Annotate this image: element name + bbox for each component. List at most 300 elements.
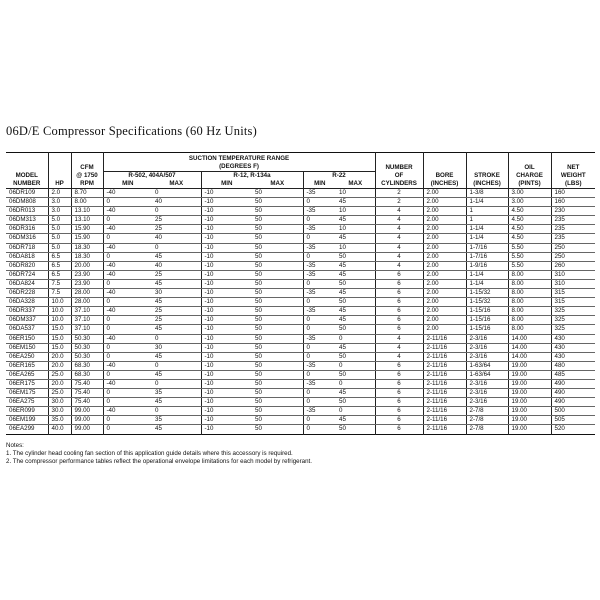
cell-r502-min: 0: [103, 370, 152, 379]
cell-stroke: 2-3/16: [466, 389, 508, 398]
cell-r22-max: 0: [336, 379, 375, 388]
cell-r502-max: 45: [152, 298, 201, 307]
cell-model: 06DM313: [6, 216, 48, 225]
cell-r12-min: -10: [201, 207, 252, 216]
cell-cylinders: 4: [375, 252, 423, 261]
cfm-header: CFM @ 1750 RPM: [71, 153, 103, 189]
cell-model: 06DR013: [6, 207, 48, 216]
cell-hp: 2.0: [48, 189, 71, 198]
cell-r502-min: -40: [103, 407, 152, 416]
cell-hp: 3.0: [48, 207, 71, 216]
cell-oil-charge: 8.00: [508, 289, 551, 298]
cell-model: 06DR228: [6, 289, 48, 298]
cell-r502-max: 30: [152, 289, 201, 298]
cell-r22-min: -35: [303, 361, 336, 370]
cell-oil-charge: 5.50: [508, 261, 551, 270]
cell-r502-max: 0: [152, 207, 201, 216]
cell-r22-min: 0: [306, 425, 310, 433]
cell-net-weight: 250: [551, 252, 595, 261]
cell-oil-charge: 8.00: [508, 316, 551, 325]
cell-r12-max: 50: [252, 370, 303, 379]
table-row: [6, 298, 595, 307]
cell-r502-max: 25: [152, 316, 201, 325]
cell-r502-min: 0: [103, 416, 152, 425]
table-row: [6, 352, 595, 361]
cell-r12-min: -10: [201, 270, 252, 279]
cell-hp: 3.0: [48, 198, 71, 207]
cell-r502-max: 35: [152, 416, 201, 425]
table-row: [6, 289, 595, 298]
cell-r12-max: 50: [252, 225, 303, 234]
cell-oil-charge: 3.00: [508, 198, 551, 207]
cell-r22-max: 45: [336, 198, 375, 207]
cell-r12-min: -10: [201, 261, 252, 270]
cell-r22-max: 10: [336, 189, 375, 198]
cell-hp: 25.0: [48, 370, 71, 379]
cell-cfm: 75.40: [71, 389, 103, 398]
cell-oil-charge: 14.00: [508, 343, 551, 352]
cell-cylinders: 4: [375, 225, 423, 234]
cell-cfm: 99.00: [71, 425, 103, 434]
cell-r12-min: -10: [201, 216, 252, 225]
cell-cylinders: 6: [375, 370, 423, 379]
cell-oil-charge: 19.00: [508, 425, 551, 434]
cell-r502-min: -40: [103, 243, 152, 252]
cell-cylinders: 2: [375, 189, 423, 198]
min-header: MIN: [103, 180, 152, 189]
bore-header: BORE (INCHES): [423, 153, 466, 189]
cell-cfm: 18.30: [71, 243, 103, 252]
table-body: [6, 189, 595, 435]
cell-r12-min: -10: [201, 334, 252, 343]
cell-stroke: 2-3/16: [466, 352, 508, 361]
cell-r22-min: 0: [303, 234, 336, 243]
cell-cylinders: 4: [375, 334, 423, 343]
cell-r22-min: 0: [303, 370, 336, 379]
cell-r502-min: 0: [103, 216, 152, 225]
cell-cylinders: 6: [375, 379, 423, 388]
cell-model: 06DM808: [6, 198, 48, 207]
cell-cfm: 37.10: [71, 307, 103, 316]
cell-net-weight: 315: [551, 289, 595, 298]
cell-cfm: 50.30: [71, 334, 103, 343]
cell-hp: 15.0: [48, 325, 71, 334]
cell-bore: 2-11/16: [423, 343, 466, 352]
cell-r502-max: 0: [152, 407, 201, 416]
cell-stroke: 1-1/4: [466, 225, 508, 234]
table-row: [6, 270, 595, 279]
cell-cfm: 68.30: [71, 370, 103, 379]
cell-bore: 2-11/16: [423, 379, 466, 388]
cell-stroke: 1-15/16: [466, 307, 508, 316]
cell-r22-max: 10: [336, 243, 375, 252]
cell-oil-charge: 4.50: [508, 216, 551, 225]
cell-net-weight: 490: [551, 379, 595, 388]
cell-bore: 2.00: [423, 225, 466, 234]
table-header: [6, 153, 595, 189]
cell-r12-min: -10: [201, 189, 252, 198]
cell-r12-max: 50: [252, 279, 303, 288]
cell-r502-max: 45: [152, 398, 201, 407]
cell-r502-max: 0: [152, 334, 201, 343]
cell-bore: 2.00: [423, 234, 466, 243]
cell-r502-min: 0: [103, 398, 152, 407]
cell-net-weight: 430: [551, 352, 595, 361]
cell-cfm: 8.00: [71, 198, 103, 207]
table-row: [6, 425, 595, 434]
cell-cfm: 18.30: [71, 252, 103, 261]
cell-hp: 40.0: [48, 425, 71, 434]
cell-r22-max: 45: [336, 234, 375, 243]
table-row: [6, 398, 595, 407]
cell-cfm: 37.10: [71, 316, 103, 325]
cell-r502-max: 25: [152, 307, 201, 316]
cell-r22-max: 0: [336, 334, 375, 343]
cell-hp: 15.0: [48, 343, 71, 352]
cell-hp: 15.0: [48, 334, 71, 343]
cell-cylinders: 4: [375, 343, 423, 352]
cell-r22-min: 0: [303, 389, 336, 398]
cell-r22-min: 0: [303, 279, 336, 288]
cell-net-weight: 310: [551, 270, 595, 279]
cell-stroke: 2-7/8: [466, 416, 508, 425]
cell-cfm: 15.90: [71, 225, 103, 234]
cell-bore: 2.00: [423, 207, 466, 216]
cell-r22-max: 45: [336, 270, 375, 279]
cell-r12-max: 50: [252, 379, 303, 388]
cell-net-weight: 430: [551, 334, 595, 343]
cell-stroke: 2-7/8: [466, 407, 508, 416]
cell-r12-max: 50: [252, 234, 303, 243]
cell-bore: 2-11/16: [423, 398, 466, 407]
cell-hp: 5.0: [48, 225, 71, 234]
suction-range-header: SUCTION TEMPERATURE RANGE (DEGREES F): [103, 153, 375, 172]
cell-r12-min: -10: [201, 289, 252, 298]
cell-r22-min: 0: [303, 352, 336, 361]
cell-model: 06EA265: [6, 370, 48, 379]
cell-cylinders: 6: [375, 289, 423, 298]
cell-net-weight: 520: [554, 425, 565, 433]
cell-r22-min: 0: [303, 316, 336, 325]
cell-stroke: 2-3/16: [466, 334, 508, 343]
cell-r22-min: -35: [303, 207, 336, 216]
cell-cylinders: 6: [375, 270, 423, 279]
cell-r22-max: 50: [336, 298, 375, 307]
cell-net-weight: 325: [551, 325, 595, 334]
cell-r22-max: 50: [336, 325, 375, 334]
r22-header: R-22: [303, 172, 375, 181]
cell-r502-max: 0: [152, 189, 201, 198]
cell-r12-min: -10: [201, 343, 252, 352]
cell-r502-min: -40: [103, 225, 152, 234]
cell-cylinders: 6: [375, 398, 423, 407]
table-row: [6, 252, 595, 261]
cell-r12-max: 50: [252, 289, 303, 298]
cell-hp: 7.5: [48, 279, 71, 288]
cell-r22-max: 50: [336, 370, 375, 379]
cell-model: 06EM175: [6, 389, 48, 398]
stroke-header: STROKE (INCHES): [466, 153, 508, 189]
cell-oil-charge: 4.50: [508, 234, 551, 243]
cell-hp: 20.0: [48, 379, 71, 388]
cell-cylinders: 4: [375, 207, 423, 216]
cell-hp: 20.0: [48, 361, 71, 370]
cell-r12-max: 50: [252, 243, 303, 252]
notes-heading: Notes:: [6, 442, 24, 449]
max-header: MAX: [336, 180, 375, 189]
cell-model: 06DM316: [6, 234, 48, 243]
cell-oil-charge: 19.00: [508, 398, 551, 407]
cell-bore: 2.00: [423, 261, 466, 270]
cell-r22-max: 45: [336, 289, 375, 298]
cell-bore: 2.00: [423, 252, 466, 261]
cell-bore: 2-11/16: [423, 361, 466, 370]
cell-net-weight: 485: [551, 370, 595, 379]
cell-model: 06DA818: [6, 252, 48, 261]
cell-cylinders: 6: [375, 307, 423, 316]
cell-r22-min: -35: [303, 189, 336, 198]
cell-bore: 2.00: [423, 298, 466, 307]
cell-cylinders: 2: [375, 198, 423, 207]
cell-r12-max: 50: [252, 361, 303, 370]
cell-net-weight: 250: [551, 243, 595, 252]
table-row: [6, 407, 595, 416]
cell-cfm: 75.40: [71, 379, 103, 388]
cell-oil-charge: 19.00: [508, 361, 551, 370]
cell-bore: 2.00: [423, 316, 466, 325]
cell-hp: 30.0: [48, 398, 71, 407]
cell-model: 06EA275: [6, 398, 48, 407]
cell-cylinders: 6: [375, 416, 423, 425]
cell-net-weight: 310: [551, 279, 595, 288]
cell-bore: 2.00: [423, 243, 466, 252]
cell-r502-max: 25: [152, 270, 201, 279]
cell-net-weight: 325: [551, 316, 595, 325]
cell-net-weight: 315: [551, 298, 595, 307]
cell-model: 06DA537: [6, 325, 48, 334]
cell-r12-min: -10: [201, 316, 252, 325]
cell-r12-max: 50: [252, 416, 303, 425]
cell-hp: 7.5: [48, 289, 71, 298]
cell-hp: 10.0: [48, 316, 71, 325]
cell-hp: 6.5: [48, 252, 71, 261]
cell-stroke: 1-3/8: [466, 189, 508, 198]
cell-r22-max: 50: [336, 352, 375, 361]
cell-r502-min: 0: [103, 198, 152, 207]
cell-net-weight: 235: [551, 225, 595, 234]
cell-r22-min: -35: [303, 261, 336, 270]
cell-net-weight: 500: [551, 407, 595, 416]
r502-header: R-502, 404A/507: [103, 172, 201, 181]
cell-bore: 2-11/16: [423, 334, 466, 343]
cell-net-weight: 160: [551, 198, 595, 207]
table-row: [6, 334, 595, 343]
cell-r12-max: 50: [252, 298, 303, 307]
cell-r12-max: 50: [252, 270, 303, 279]
cell-cylinders: 6: [375, 361, 423, 370]
cell-bore: 2-11/16: [423, 416, 466, 425]
table-row: [6, 216, 595, 225]
cell-r22-max: 45: [336, 389, 375, 398]
cell-r502-min: -40: [103, 289, 152, 298]
cell-r22-min: 0: [303, 198, 336, 207]
cell-r22-min: 0: [303, 343, 336, 352]
cell-r502-min: -40: [103, 307, 152, 316]
cell-r12-max: 50: [252, 316, 303, 325]
cell-model: 06DR316: [6, 225, 48, 234]
cell-r22-min: 0: [303, 325, 336, 334]
cell-r502-max: 45: [152, 425, 201, 434]
cell-cfm: 23.90: [71, 270, 103, 279]
cell-r22-max: 45: [336, 416, 375, 425]
table-row: [6, 198, 595, 207]
compressor-spec-table: [6, 152, 595, 435]
cell-r12-max: 50: [252, 207, 303, 216]
table-row: [6, 189, 595, 198]
cell-stroke: 1-63/64: [466, 370, 508, 379]
cell-model: 06ER175: [6, 379, 48, 388]
cell-r12-max: 50: [252, 307, 303, 316]
cell-cfm: 37.10: [71, 325, 103, 334]
cell-r502-min: 0: [103, 316, 152, 325]
cell-stroke: 1-15/16: [466, 325, 508, 334]
cell-r12-max: 50: [252, 407, 303, 416]
cell-net-weight: 235: [551, 234, 595, 243]
cell-r22-max: 50: [336, 398, 375, 407]
cell-oil-charge: 4.50: [508, 225, 551, 234]
cell-net-weight: 480: [551, 361, 595, 370]
cell-cfm: 13.10: [71, 216, 103, 225]
table-row: [6, 261, 595, 270]
table-row: [6, 279, 595, 288]
cell-r12-max: 50: [252, 352, 303, 361]
cell-cylinders: 6: [375, 316, 423, 325]
cell-oil-charge: 8.00: [508, 270, 551, 279]
cell-r12-min: -10: [201, 389, 252, 398]
cell-hp: 35.0: [48, 416, 71, 425]
cell-stroke: 1-15/32: [466, 298, 508, 307]
cell-model: 06DR109: [6, 189, 48, 198]
cell-r22-max: 0: [336, 407, 375, 416]
cell-cfm: 99.00: [71, 416, 103, 425]
table-row: [6, 307, 595, 316]
cell-bore: 2-11/16: [423, 352, 466, 361]
cell-cfm: 8.70: [71, 189, 103, 198]
cell-oil-charge: 8.00: [508, 307, 551, 316]
cell-cfm: 15.90: [71, 234, 103, 243]
table-row: [6, 325, 595, 334]
cell-r12-min: -10: [204, 425, 214, 433]
cell-oil-charge: 19.00: [508, 407, 551, 416]
cell-cfm: 99.00: [71, 407, 103, 416]
cell-net-weight: 160: [551, 189, 595, 198]
cell-r12-min: -10: [201, 325, 252, 334]
cell-model: 06EA299: [6, 425, 48, 434]
cell-r502-min: 0: [103, 298, 152, 307]
cell-r12-max: 50: [252, 252, 303, 261]
cell-r502-min: -40: [103, 189, 152, 198]
cell-r22-max: 0: [336, 361, 375, 370]
cell-net-weight: 505: [551, 416, 595, 425]
cell-net-weight: 490: [551, 389, 595, 398]
cell-model: 06DR337: [6, 307, 48, 316]
page-title: 06D/E Compressor Specifications (60 Hz Units): [6, 124, 257, 138]
cell-r12-max: 50: [252, 261, 303, 270]
cell-r22-min: 0: [303, 252, 336, 261]
cell-r12-max: 50: [252, 425, 303, 434]
cell-model: 06DR718: [6, 243, 48, 252]
table-row: [6, 316, 595, 325]
cell-net-weight: 430: [551, 343, 595, 352]
cell-r12-max: 50: [252, 398, 303, 407]
cell-r22-min: -35: [303, 407, 336, 416]
hp-header: HP: [48, 153, 71, 189]
cell-r22-min: -35: [303, 270, 336, 279]
cell-cylinders: 6: [375, 425, 423, 434]
cell-r12-min: -10: [201, 416, 252, 425]
cell-r12-max: 50: [252, 198, 303, 207]
cell-stroke: 2-3/16: [466, 398, 508, 407]
cell-r12-min: -10: [201, 398, 252, 407]
cell-r502-min: -40: [103, 207, 152, 216]
cell-r502-min: -40: [103, 361, 152, 370]
cell-stroke: 2-3/16: [466, 343, 508, 352]
table-row: [6, 225, 595, 234]
cell-hp: 30.0: [48, 407, 71, 416]
cell-r502-max: 45: [152, 325, 201, 334]
cell-cylinders: 6: [375, 407, 423, 416]
cell-oil-charge: 19.00: [508, 389, 551, 398]
cell-cfm: 23.90: [71, 279, 103, 288]
cell-oil-charge: 5.50: [508, 252, 551, 261]
cell-r22-max: 45: [336, 343, 375, 352]
notes: [6, 442, 312, 467]
cell-r502-max: 25: [152, 225, 201, 234]
cell-hp: 5.0: [48, 234, 71, 243]
cell-r502-min: -40: [103, 261, 152, 270]
cell-bore: 2-11/16: [423, 425, 466, 434]
cell-r502-min: 0: [106, 425, 110, 433]
cell-r22-min: -35: [303, 307, 336, 316]
cell-hp: 5.0: [48, 216, 71, 225]
cell-r22-min: 0: [303, 398, 336, 407]
cell-r22-max: 50: [336, 425, 375, 434]
cell-model: 06DA824: [6, 279, 48, 288]
cell-r22-max: 45: [336, 216, 375, 225]
table-row: [6, 361, 595, 370]
cell-oil-charge: 19.00: [508, 370, 551, 379]
cell-stroke: 1-15/16: [466, 316, 508, 325]
cell-cylinders: 4: [375, 352, 423, 361]
cell-cylinders: 4: [375, 216, 423, 225]
cell-r12-min: -10: [201, 298, 252, 307]
cell-oil-charge: 19.00: [508, 416, 551, 425]
cell-bore: 2.00: [423, 198, 466, 207]
cell-r502-min: 0: [103, 343, 152, 352]
table-row: [6, 389, 595, 398]
cell-model: 06EM199: [6, 416, 48, 425]
note-2: 2. The compressor performance tables reflect the operational envelope limitations for each model by refrigerant.: [6, 458, 312, 466]
cell-net-weight: 235: [551, 216, 595, 225]
model-header: MODEL NUMBER: [6, 153, 48, 189]
cell-cfm: 13.10: [71, 207, 103, 216]
cell-r502-min: 0: [103, 252, 152, 261]
cell-r22-max: 10: [336, 207, 375, 216]
cell-r22-max: 50: [336, 252, 375, 261]
cell-r502-min: 0: [103, 234, 152, 243]
cell-r12-min: -10: [201, 370, 252, 379]
cell-r22-max: 45: [336, 316, 375, 325]
